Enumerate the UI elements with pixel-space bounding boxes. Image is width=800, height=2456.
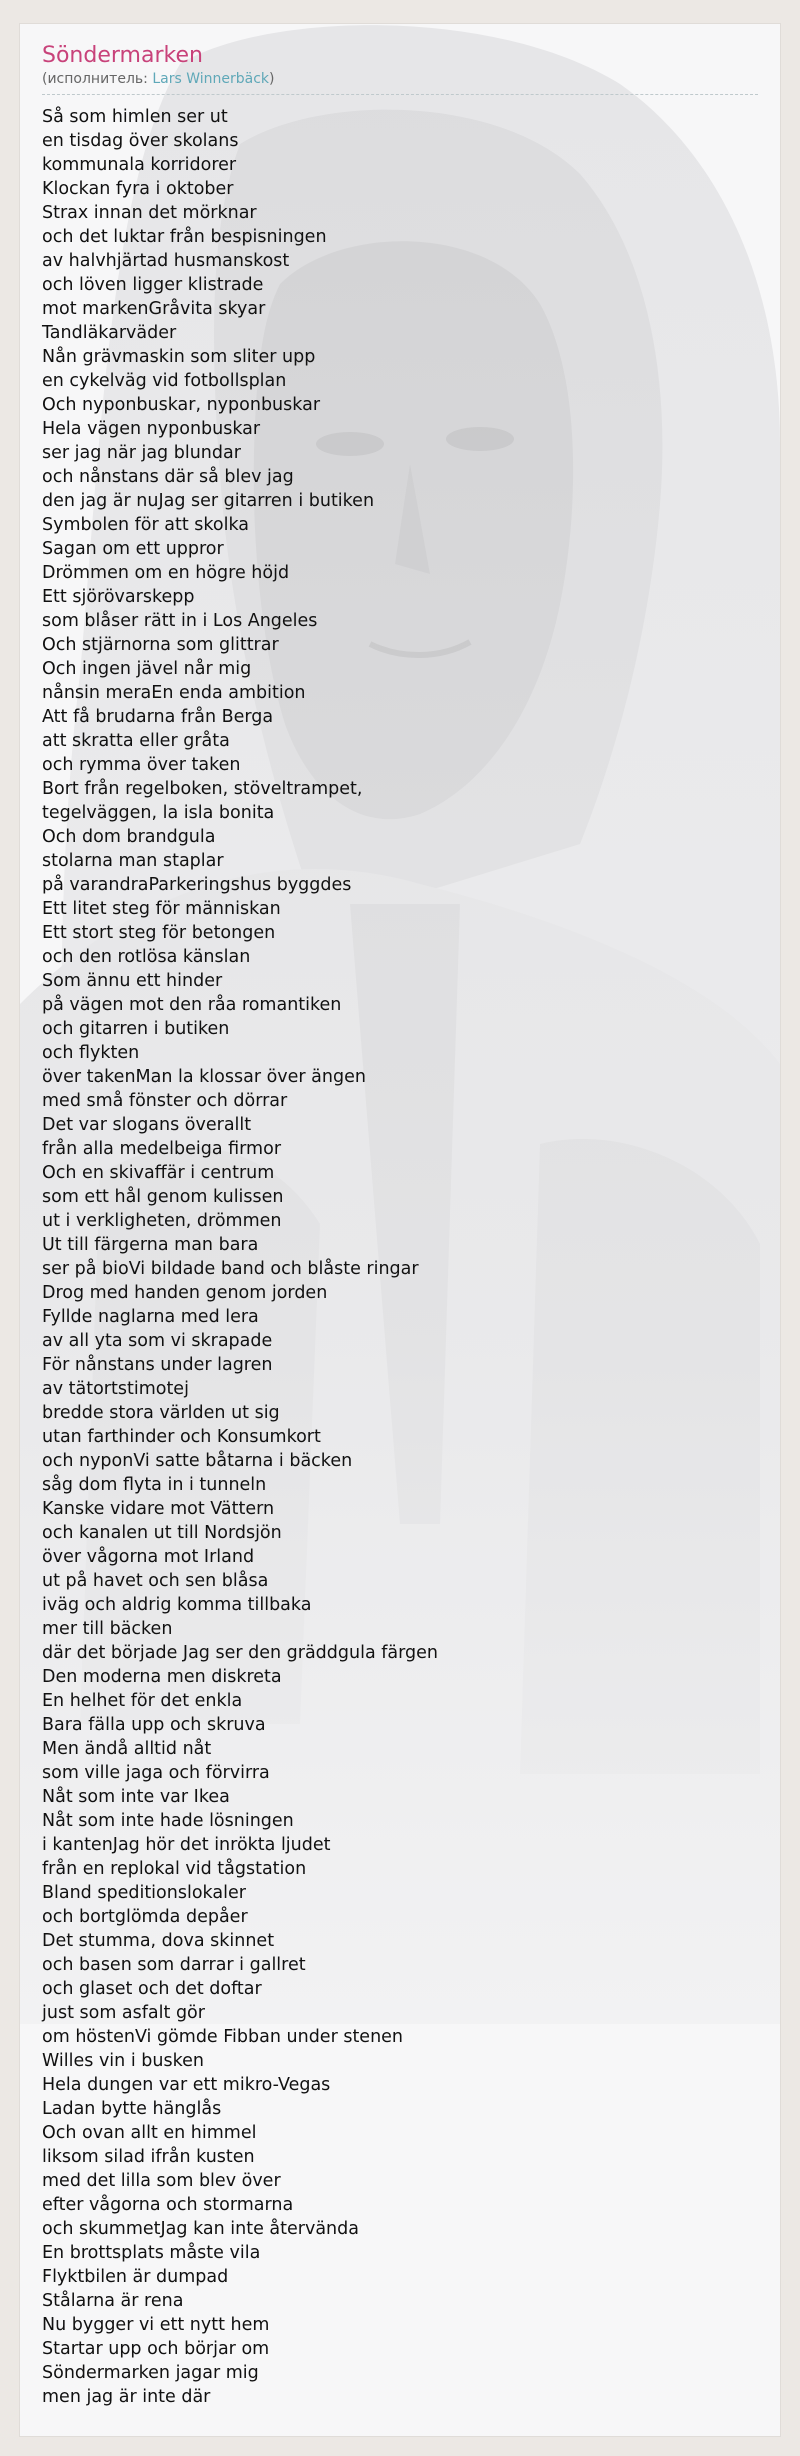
lyric-line: Bort från regelboken, stöveltrampet, <box>42 779 363 799</box>
lyric-line: nånsin meraEn enda ambition <box>42 683 306 703</box>
lyric-line: mer till bäcken <box>42 1619 173 1639</box>
lyric-line: Nåt som inte var Ikea <box>42 1787 230 1807</box>
lyric-line: från en replokal vid tågstation <box>42 1859 307 1879</box>
lyric-line: Strax innan det mörknar <box>42 203 257 223</box>
lyric-line: Kanske vidare mot Vättern <box>42 1499 275 1519</box>
lyric-line: Willes vin i busken <box>42 2051 204 2071</box>
lyric-line: Så som himlen ser ut <box>42 107 228 127</box>
lyric-line: att skratta eller gråta <box>42 731 230 751</box>
lyric-line: och glaset och det doftar <box>42 1979 262 1999</box>
lyric-line: kommunala korridorer <box>42 155 237 175</box>
lyric-line: och nyponVi satte båtarna i bäcken <box>42 1451 353 1471</box>
lyric-line: Att få brudarna från Berga <box>42 707 274 727</box>
lyric-line: ser jag när jag blundar <box>42 443 241 463</box>
lyric-line: Den moderna men diskreta <box>42 1667 282 1687</box>
lyric-line: bredde stora världen ut sig <box>42 1403 280 1423</box>
lyric-line: Drömmen om en högre höjd <box>42 563 290 583</box>
lyric-line: av tätortstimotej <box>42 1379 189 1399</box>
lyric-line: en cykelväg vid fotbollsplan <box>42 371 287 391</box>
lyric-line: med små fönster och dörrar <box>42 1091 288 1111</box>
lyric-line: Men ändå alltid nåt <box>42 1739 212 1759</box>
lyric-line: och den rotlösa känslan <box>42 947 251 967</box>
lyric-line: Bland speditionslokaler <box>42 1883 246 1903</box>
lyric-line: ut på havet och sen blåsa <box>42 1571 269 1591</box>
byline-prefix: (исполнитель: <box>42 71 153 87</box>
lyric-line: men jag är inte där <box>42 2387 211 2407</box>
lyric-line: efter vågorna och stormarna <box>42 2195 294 2215</box>
lyric-line: och skummetJag kan inte återvända <box>42 2219 359 2239</box>
lyric-line: Flyktbilen är dumpad <box>42 2267 229 2287</box>
lyric-line: över takenMan la klossar över ängen <box>42 1067 366 1087</box>
lyric-line: Och en skivaffär i centrum <box>42 1163 275 1183</box>
lyric-line: ser på bioVi bildade band och blåste ringar <box>42 1259 419 1279</box>
lyric-line: en tisdag över skolans <box>42 131 239 151</box>
lyric-line: Och nyponbuskar, nyponbuskar <box>42 395 321 415</box>
lyric-line: Bara fälla upp och skruva <box>42 1715 266 1735</box>
lyric-line: i kantenJag hör det inrökta ljudet <box>42 1835 331 1855</box>
lyric-line: just som asfalt gör <box>42 2003 205 2023</box>
byline-suffix: ) <box>269 71 275 87</box>
lyric-line: av all yta som vi skrapade <box>42 1331 273 1351</box>
lyric-line: från alla medelbeiga firmor <box>42 1139 282 1159</box>
lyric-line: på vägen mot den råa romantiken <box>42 995 342 1015</box>
lyric-line: En helhet för det enkla <box>42 1691 243 1711</box>
lyric-line: Nåt som inte hade lösningen <box>42 1811 294 1831</box>
lyric-line: Nån grävmaskin som sliter upp <box>42 347 316 367</box>
lyric-line: och nånstans där så blev jag <box>42 467 294 487</box>
lyric-line: den jag är nuJag ser gitarren i butiken <box>42 491 375 511</box>
lyric-line: och det luktar från bespisningen <box>42 227 327 247</box>
lyric-line: och bortglömda depåer <box>42 1907 248 1927</box>
lyric-line: där det började Jag ser den gräddgula färgen <box>42 1643 438 1663</box>
lyric-line: Hela vägen nyponbuskar <box>42 419 261 439</box>
lyric-line: Klockan fyra i oktober <box>42 179 234 199</box>
lyric-line: och flykten <box>42 1043 140 1063</box>
lyric-line: Ett litet steg för människan <box>42 899 281 919</box>
lyric-line: liksom silad ifrån kusten <box>42 2147 255 2167</box>
lyric-line: Drog med handen genom jorden <box>42 1283 328 1303</box>
lyric-line: och kanalen ut till Nordsjön <box>42 1523 282 1543</box>
lyric-line: Som ännu ett hinder <box>42 971 223 991</box>
lyric-line: iväg och aldrig komma tillbaka <box>42 1595 312 1615</box>
lyric-line: Söndermarken jagar mig <box>42 2363 259 2383</box>
lyric-line: Och ovan allt en himmel <box>42 2123 257 2143</box>
lyric-line: En brottsplats måste vila <box>42 2243 261 2263</box>
lyric-line: Ett stort steg för betongen <box>42 923 276 943</box>
lyric-line: som ett hål genom kulissen <box>42 1187 284 1207</box>
lyric-line: Nu bygger vi ett nytt hem <box>42 2315 270 2335</box>
lyric-line: Ladan bytte hänglås <box>42 2099 222 2119</box>
artist-byline <box>42 70 758 95</box>
lyric-line: Tandläkarväder <box>42 323 177 343</box>
lyric-line: på varandraParkeringshus byggdes <box>42 875 352 895</box>
lyric-line: ut i verkligheten, drömmen <box>42 1211 282 1231</box>
lyric-line: Sagan om ett uppror <box>42 539 224 559</box>
lyric-line: såg dom flyta in i tunneln <box>42 1475 267 1495</box>
lyrics-text <box>42 105 758 2409</box>
lyric-line: Fyllde naglarna med lera <box>42 1307 259 1327</box>
lyrics-panel <box>20 24 780 2436</box>
lyric-line: Startar upp och börjar om <box>42 2339 270 2359</box>
lyric-line: mot markenGråvita skyar <box>42 299 266 319</box>
lyric-line: av halvhjärtad husmanskost <box>42 251 290 271</box>
lyric-line: och rymma över taken <box>42 755 241 775</box>
artist-link[interactable]: Lars Winnerbäck <box>152 71 270 87</box>
lyric-line: och basen som darrar i gallret <box>42 1955 306 1975</box>
lyric-line: Det stumma, dova skinnet <box>42 1931 275 1951</box>
lyric-line: som ville jaga och förvirra <box>42 1763 270 1783</box>
lyric-line: över vågorna mot Irland <box>42 1547 255 1567</box>
lyric-line: Det var slogans överallt <box>42 1115 252 1135</box>
lyric-line: Ett sjörövarskepp <box>42 587 195 607</box>
lyric-line: Hela dungen var ett mikro-Vegas <box>42 2075 331 2095</box>
lyric-line: Stålarna är rena <box>42 2291 184 2311</box>
lyric-line: Och ingen jävel når mig <box>42 659 252 679</box>
lyric-line: Ut till färgerna man bara <box>42 1235 259 1255</box>
lyric-line: För nånstans under lagren <box>42 1355 273 1375</box>
lyric-line: som blåser rätt in i Los Angeles <box>42 611 318 631</box>
lyric-line: Och dom brandgula <box>42 827 216 847</box>
lyric-line: tegelväggen, la isla bonita <box>42 803 275 823</box>
song-title: Söndermarken <box>42 43 203 68</box>
lyric-line: Och stjärnorna som glittrar <box>42 635 279 655</box>
lyric-line: med det lilla som blev över <box>42 2171 281 2191</box>
lyric-line: Symbolen för att skolka <box>42 515 249 535</box>
lyric-line: och löven ligger klistrade <box>42 275 264 295</box>
lyric-line: utan farthinder och Konsumkort <box>42 1427 321 1447</box>
lyric-line: om höstenVi gömde Fibban under stenen <box>42 2027 404 2047</box>
lyric-line: och gitarren i butiken <box>42 1019 230 1039</box>
lyrics-content <box>42 42 758 2409</box>
lyric-line: stolarna man staplar <box>42 851 224 871</box>
